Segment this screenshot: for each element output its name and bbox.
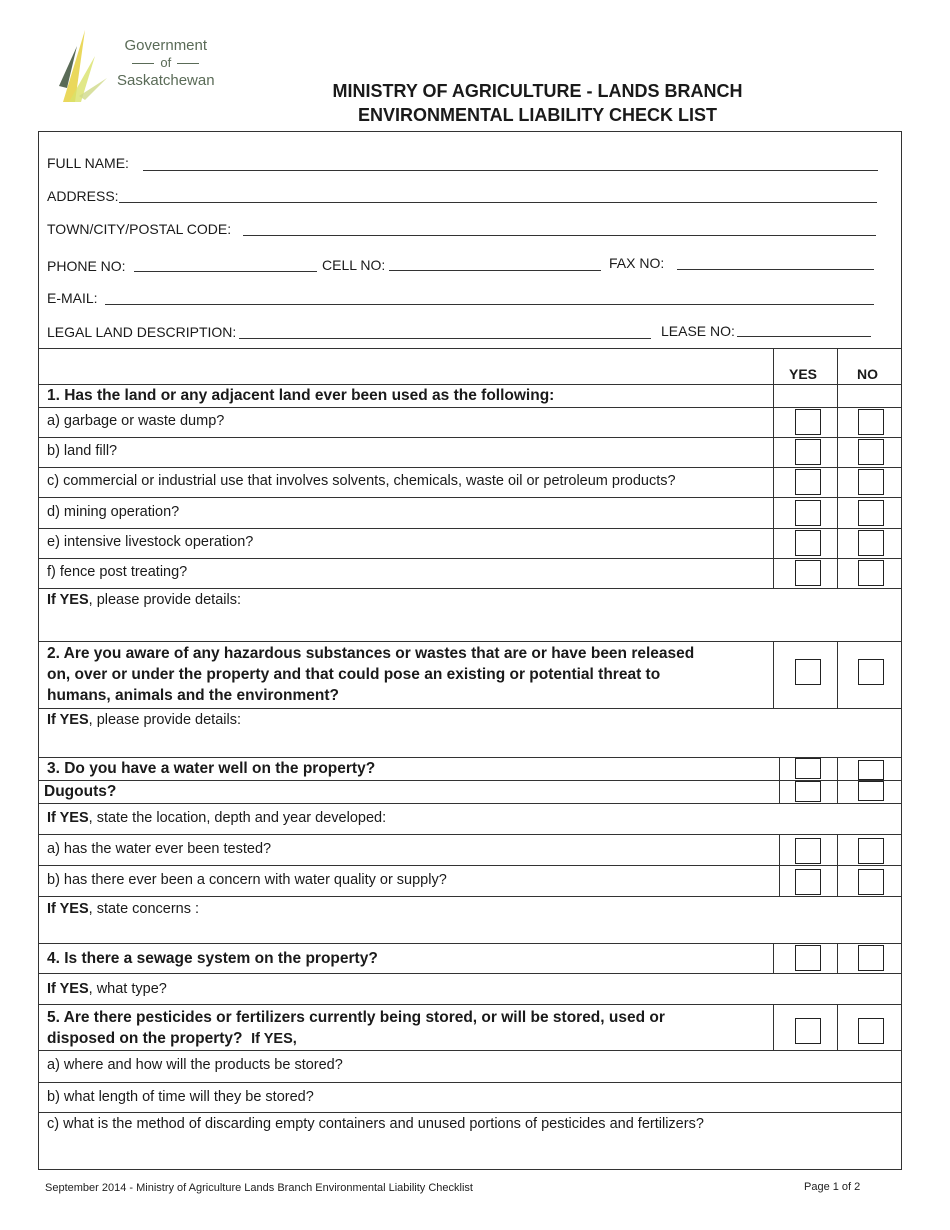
question-1-title: 1. Has the land or any adjacent land ever been used as the following: — [47, 387, 555, 404]
full-name-field[interactable] — [143, 170, 878, 171]
lease-field[interactable] — [737, 336, 871, 337]
dugouts-label: Dugouts? — [44, 783, 117, 800]
logo-line-2: of — [160, 55, 172, 70]
q2-yes-checkbox[interactable] — [795, 659, 821, 685]
q1-item-f: f) fence post treating? — [47, 564, 188, 580]
q1-item-d: d) mining operation? — [47, 504, 180, 520]
q1b-no-checkbox[interactable] — [858, 439, 884, 465]
cell-field[interactable] — [389, 270, 601, 271]
town-label: TOWN/CITY/POSTAL CODE: — [47, 221, 232, 237]
phone-label: PHONE NO: — [47, 258, 126, 274]
q3-if-yes-concerns: If YES, state concerns : — [47, 901, 200, 917]
q5-no-checkbox[interactable] — [858, 1018, 884, 1044]
full-name-label: FULL NAME: — [47, 155, 129, 171]
question-2-title: 2. Are you aware of any hazardous substances or wastes that are or have been released on, over or under the property and that could pose an existing or potential threat to humans, animals and the environment? — [47, 645, 695, 704]
q3a-no-checkbox[interactable] — [858, 838, 884, 864]
wheat-icon — [55, 26, 115, 106]
q1e-no-checkbox[interactable] — [858, 530, 884, 556]
logo-line-1: Government — [124, 37, 208, 54]
question-4-title: 4. Is there a sewage system on the property? — [47, 950, 378, 967]
email-field[interactable] — [105, 304, 874, 305]
q5-item-b: b) what length of time will they be stored? — [47, 1089, 314, 1105]
q1a-yes-checkbox[interactable] — [795, 409, 821, 435]
q1f-no-checkbox[interactable] — [858, 560, 884, 586]
address-field[interactable] — [119, 202, 877, 203]
q3-dugouts-yes-checkbox[interactable] — [795, 781, 821, 802]
address-label: ADDRESS: — [47, 188, 119, 204]
email-label: E-MAIL: — [47, 290, 98, 306]
q1-item-a: a) garbage or waste dump? — [47, 413, 225, 429]
q1c-yes-checkbox[interactable] — [795, 469, 821, 495]
q3b-yes-checkbox[interactable] — [795, 869, 821, 895]
legal-field[interactable] — [239, 338, 651, 339]
q1-if-yes: If YES, please provide details: — [47, 592, 241, 608]
government-logo — [55, 26, 230, 106]
q1a-no-checkbox[interactable] — [858, 409, 884, 435]
question-5-title: 5. Are there pesticides or fertilizers currently being stored, or will be stored, used or disposed on the property? If YES, — [47, 1009, 665, 1047]
q3-item-b: b) has there ever been a concern with water quality or supply? — [47, 872, 447, 888]
q3b-no-checkbox[interactable] — [858, 869, 884, 895]
q2-if-yes: If YES, please provide details: — [47, 712, 241, 728]
footer-text: September 2014 - Ministry of Agriculture Lands Branch Environmental Liability Checklist — [45, 1182, 473, 1194]
q3-well-yes-checkbox[interactable] — [795, 758, 821, 779]
title-line-2: ENVIRONMENTAL LIABILITY CHECK LIST — [357, 105, 717, 125]
q3-well-no-checkbox[interactable] — [858, 760, 884, 780]
q4-yes-checkbox[interactable] — [795, 945, 821, 971]
legal-label: LEGAL LAND DESCRIPTION: — [47, 324, 237, 340]
page-number: Page 1 of 2 — [804, 1181, 861, 1193]
q1-item-c: c) commercial or industrial use that involves solvents, chemicals, waste oil or petroleum products? — [47, 473, 676, 489]
q3-dugouts-no-checkbox[interactable] — [858, 781, 884, 801]
logo-line-3: Saskatchewan — [117, 72, 215, 89]
lease-label: LEASE NO: — [661, 323, 735, 339]
q3a-yes-checkbox[interactable] — [795, 838, 821, 864]
q1d-no-checkbox[interactable] — [858, 500, 884, 526]
yes-column-header: YES — [789, 366, 818, 382]
cell-label: CELL NO: — [322, 257, 386, 273]
question-3-title: 3. Do you have a water well on the property? — [47, 760, 376, 777]
q4-no-checkbox[interactable] — [858, 945, 884, 971]
q4-if-yes: If YES, what type? — [47, 981, 167, 997]
q2-no-checkbox[interactable] — [858, 659, 884, 685]
no-column-header: NO — [857, 366, 878, 382]
q5-item-a: a) where and how will the products be stored? — [47, 1057, 343, 1073]
q1-item-e: e) intensive livestock operation? — [47, 534, 254, 550]
q3-if-yes: If YES, state the location, depth and year developed: — [47, 810, 387, 826]
q3-item-a: a) has the water ever been tested? — [47, 841, 272, 857]
page-title — [250, 79, 825, 127]
q1f-yes-checkbox[interactable] — [795, 560, 821, 586]
q1b-yes-checkbox[interactable] — [795, 439, 821, 465]
q1d-yes-checkbox[interactable] — [795, 500, 821, 526]
town-field[interactable] — [243, 235, 876, 236]
q1c-no-checkbox[interactable] — [858, 469, 884, 495]
fax-label: FAX NO: — [609, 255, 665, 271]
fax-field[interactable] — [677, 269, 874, 270]
q5-item-c: c) what is the method of discarding empty containers and unused portions of pesticides and fertilizers? — [47, 1116, 704, 1132]
q5-yes-checkbox[interactable] — [795, 1018, 821, 1044]
q1e-yes-checkbox[interactable] — [795, 530, 821, 556]
title-line-1: MINISTRY OF AGRICULTURE - LANDS BRANCH — [332, 81, 743, 101]
phone-field[interactable] — [134, 271, 317, 272]
q1-item-b: b) land fill? — [47, 443, 118, 459]
